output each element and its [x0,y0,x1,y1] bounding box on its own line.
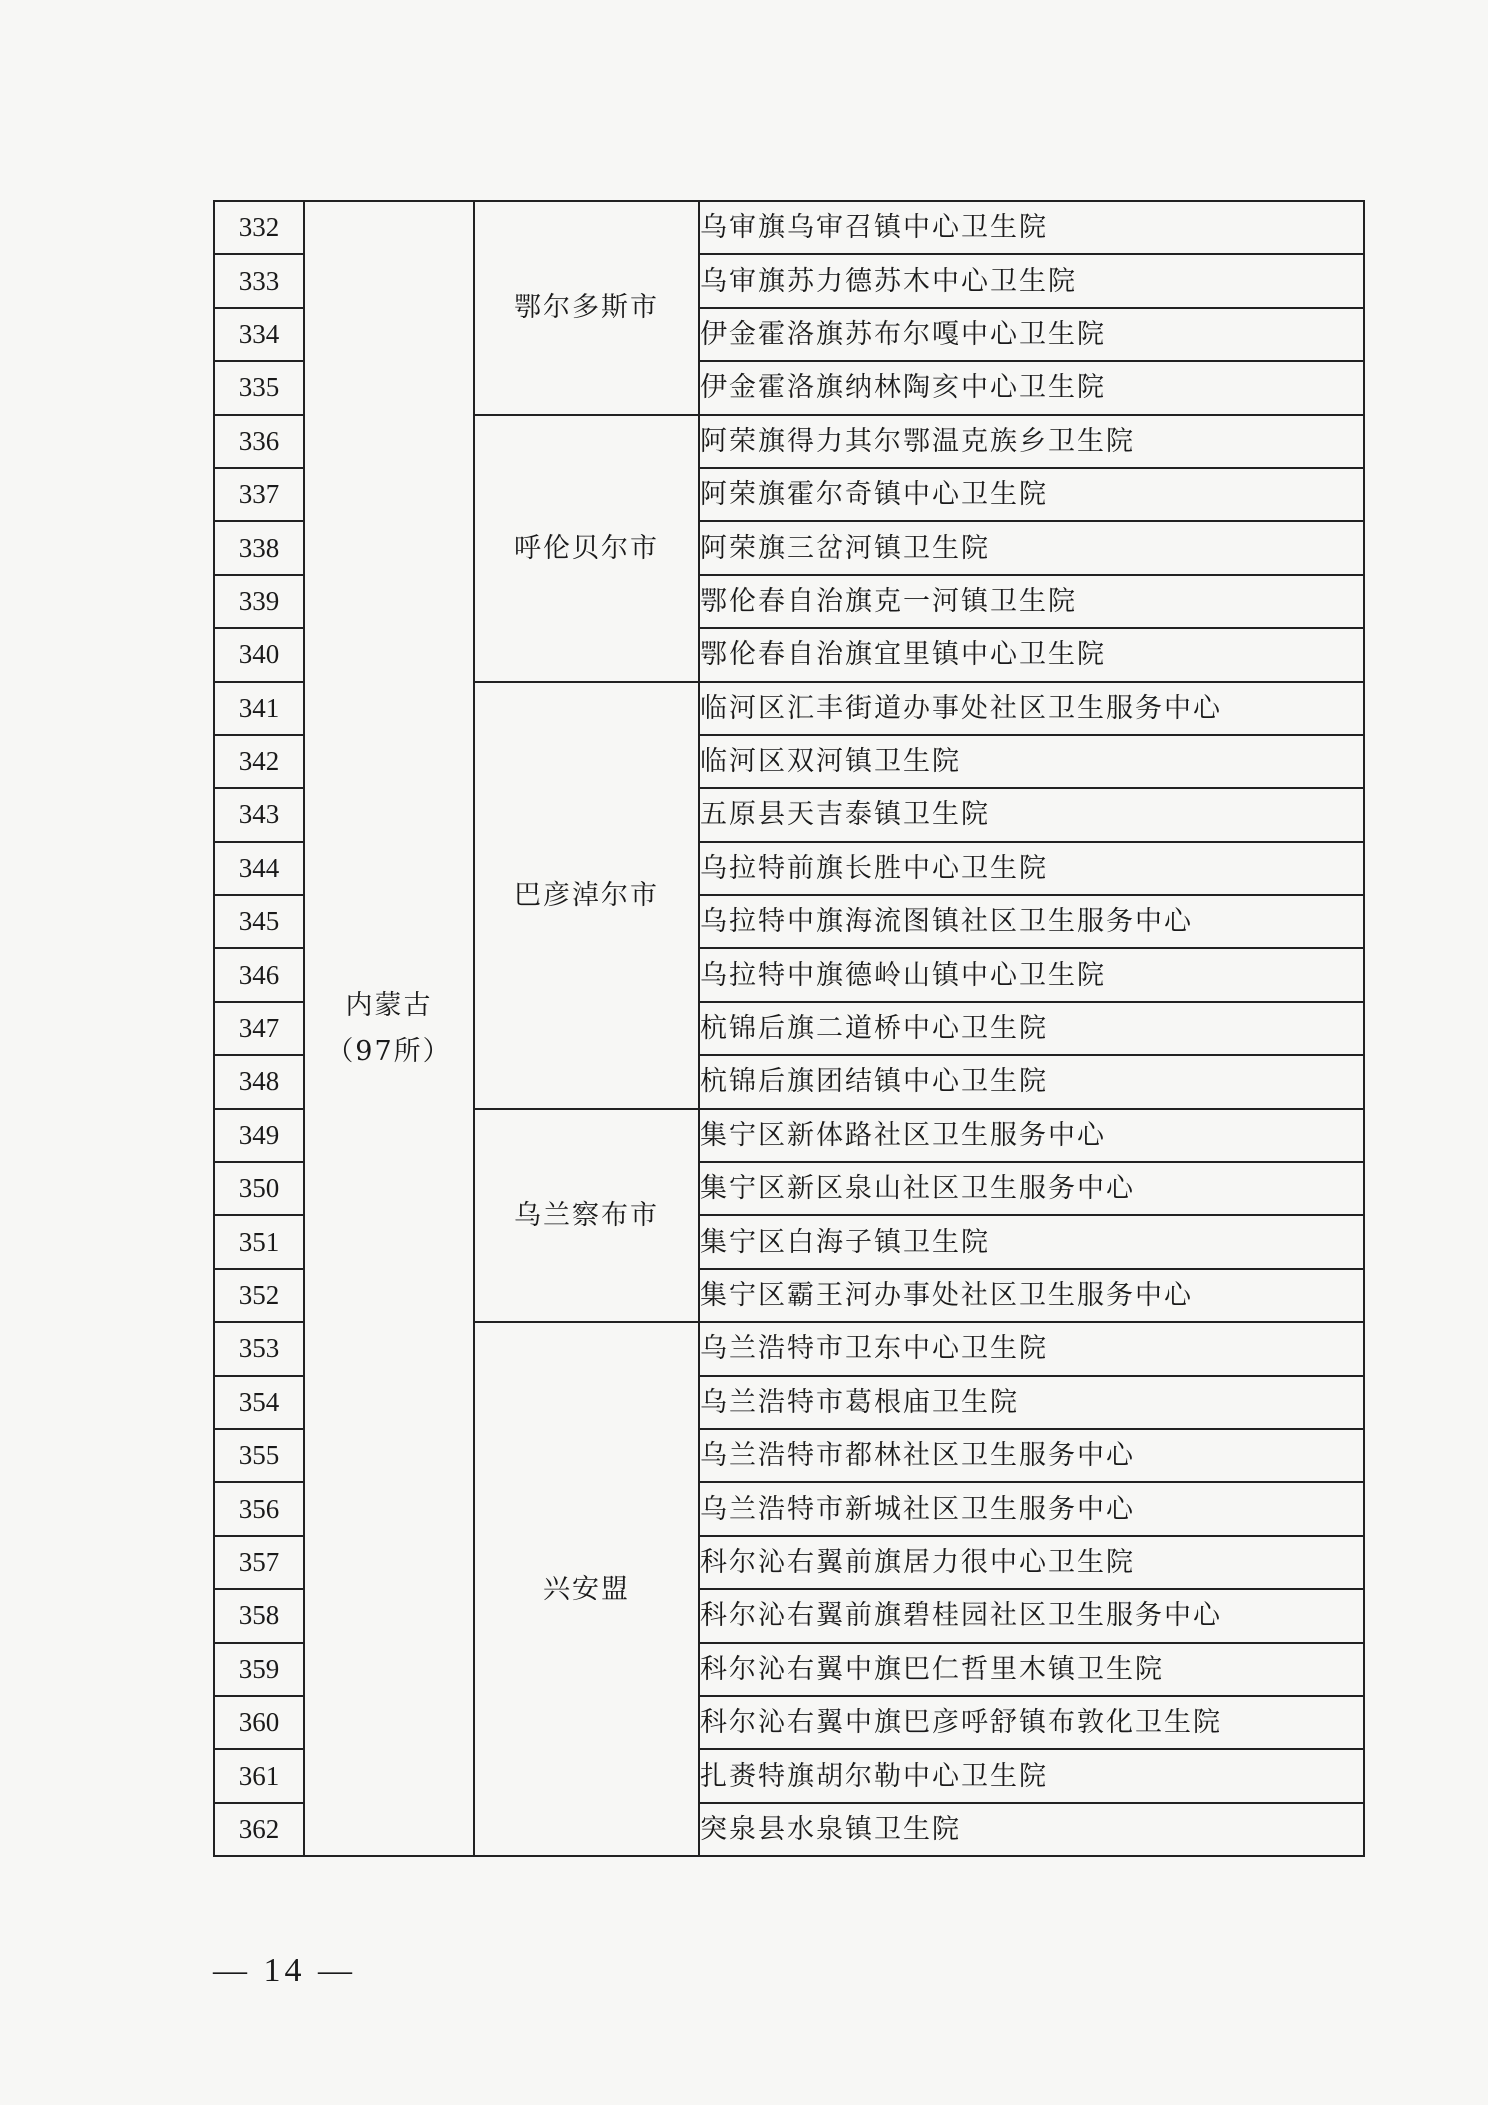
hospital-name: 鄂伦春自治旗克一河镇卫生院 [699,575,1364,628]
hospital-name: 伊金霍洛旗纳林陶亥中心卫生院 [699,361,1364,414]
hospital-name: 杭锦后旗团结镇中心卫生院 [699,1055,1364,1108]
hospital-name: 乌兰浩特市葛根庙卫生院 [699,1376,1364,1429]
row-number: 347 [214,1002,304,1055]
row-number: 358 [214,1589,304,1642]
hospital-name: 乌兰浩特市卫东中心卫生院 [699,1322,1364,1375]
hospital-name: 集宁区新体路社区卫生服务中心 [699,1109,1364,1162]
row-number: 335 [214,361,304,414]
row-number: 352 [214,1269,304,1322]
hospital-name: 五原县天吉泰镇卫生院 [699,788,1364,841]
hospital-name: 乌审旗苏力德苏木中心卫生院 [699,254,1364,307]
city-cell: 兴安盟 [474,1322,699,1856]
hospital-name: 科尔沁右翼前旗居力很中心卫生院 [699,1536,1364,1589]
row-number: 355 [214,1429,304,1482]
row-number: 357 [214,1536,304,1589]
hospital-name: 扎赉特旗胡尔勒中心卫生院 [699,1749,1364,1802]
row-number: 361 [214,1749,304,1802]
hospital-name: 集宁区霸王河办事处社区卫生服务中心 [699,1269,1364,1322]
row-number: 340 [214,628,304,681]
row-number: 339 [214,575,304,628]
row-number: 362 [214,1803,304,1856]
hospital-name: 乌审旗乌审召镇中心卫生院 [699,201,1364,254]
row-number: 349 [214,1109,304,1162]
hospital-name: 集宁区白海子镇卫生院 [699,1215,1364,1268]
hospital-name: 临河区汇丰街道办事处社区卫生服务中心 [699,682,1364,735]
row-number: 351 [214,1215,304,1268]
row-number: 337 [214,468,304,521]
row-number: 332 [214,201,304,254]
hospital-name: 乌拉特前旗长胜中心卫生院 [699,842,1364,895]
row-number: 334 [214,308,304,361]
row-number: 336 [214,415,304,468]
row-number: 344 [214,842,304,895]
hospital-name: 突泉县水泉镇卫生院 [699,1803,1364,1856]
row-number: 333 [214,254,304,307]
row-number: 341 [214,682,304,735]
row-number: 348 [214,1055,304,1108]
table-body [214,201,1364,1856]
page-number: — 14 — [213,1952,356,1989]
hospital-name: 杭锦后旗二道桥中心卫生院 [699,1002,1364,1055]
hospital-name: 伊金霍洛旗苏布尔嘎中心卫生院 [699,308,1364,361]
city-cell: 巴彦淖尔市 [474,682,699,1109]
hospital-name: 阿荣旗得力其尔鄂温克族乡卫生院 [699,415,1364,468]
hospital-name: 阿荣旗霍尔奇镇中心卫生院 [699,468,1364,521]
province-cell [304,201,474,1856]
row-number: 343 [214,788,304,841]
province-count: （97所） [326,1035,452,1067]
city-cell: 鄂尔多斯市 [474,201,699,415]
hospital-name: 科尔沁右翼中旗巴彦呼舒镇布敦化卫生院 [699,1696,1364,1749]
city-cell: 呼伦贝尔市 [474,415,699,682]
hospital-name: 科尔沁右翼中旗巴仁哲里木镇卫生院 [699,1643,1364,1696]
hospital-name: 阿荣旗三岔河镇卫生院 [699,521,1364,574]
row-number: 345 [214,895,304,948]
hospital-name: 乌拉特中旗德岭山镇中心卫生院 [699,948,1364,1001]
hospital-table [213,200,1365,1857]
hospital-name: 集宁区新区泉山社区卫生服务中心 [699,1162,1364,1215]
row-number: 360 [214,1696,304,1749]
row-number: 354 [214,1376,304,1429]
row-number: 350 [214,1162,304,1215]
hospital-name: 乌兰浩特市都林社区卫生服务中心 [699,1429,1364,1482]
hospital-name: 临河区双河镇卫生院 [699,735,1364,788]
city-cell: 乌兰察布市 [474,1109,699,1323]
row-number: 338 [214,521,304,574]
province-name: 内蒙古 [345,989,433,1021]
row-number: 353 [214,1322,304,1375]
row-number: 359 [214,1643,304,1696]
table-row [214,201,1364,254]
hospital-name: 乌拉特中旗海流图镇社区卫生服务中心 [699,895,1364,948]
hospital-name: 乌兰浩特市新城社区卫生服务中心 [699,1482,1364,1535]
hospital-name: 科尔沁右翼前旗碧桂园社区卫生服务中心 [699,1589,1364,1642]
row-number: 346 [214,948,304,1001]
row-number: 356 [214,1482,304,1535]
row-number: 342 [214,735,304,788]
hospital-name: 鄂伦春自治旗宜里镇中心卫生院 [699,628,1364,681]
